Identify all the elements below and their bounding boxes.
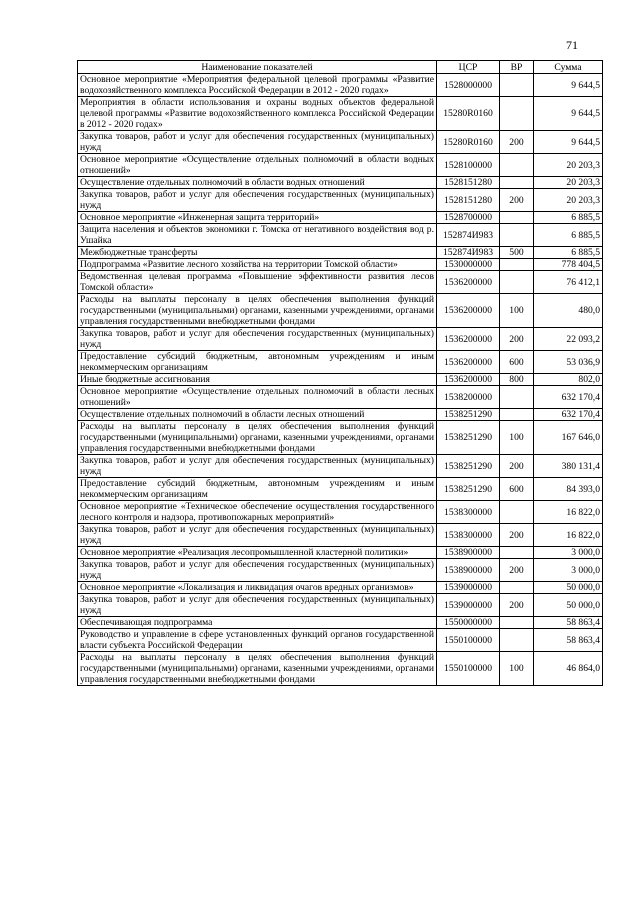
cell-sum: 778 404,5: [534, 259, 603, 271]
cell-vr: 200: [500, 131, 534, 154]
table-row: [78, 294, 603, 328]
cell-csr: 1538200000: [437, 386, 500, 409]
cell-sum: 50 000,0: [534, 582, 603, 594]
table-row: [78, 224, 603, 247]
cell-name: Основное мероприятие «Мероприятия федеральной целевой программы «Развитие водохозяйственного комплекса Российской Федерации в 2012 - 2020 годах»: [78, 74, 437, 97]
cell-vr: 200: [500, 189, 534, 212]
cell-csr: 15280R0160: [437, 97, 500, 131]
cell-vr: 600: [500, 478, 534, 501]
cell-vr: [500, 501, 534, 524]
cell-vr: [500, 547, 534, 559]
cell-name: Ведомственная целевая программа «Повышение эффективности развития лесов Томской области»: [78, 271, 437, 294]
cell-sum: 46 864,0: [534, 652, 603, 686]
table-row: [78, 582, 603, 594]
cell-sum: 167 646,0: [534, 421, 603, 455]
cell-name: Предоставление субсидий бюджетным, автономным учреждениям и иным некоммерческим организациям: [78, 351, 437, 374]
table-row: [78, 189, 603, 212]
header-sum: Сумма: [534, 61, 603, 74]
cell-vr: [500, 582, 534, 594]
cell-sum: 16 822,0: [534, 501, 603, 524]
cell-name: Закупка товаров, работ и услуг для обеспечения государственных (муниципальных) нужд: [78, 131, 437, 154]
table-row: [78, 97, 603, 131]
cell-csr: 1538251290: [437, 421, 500, 455]
cell-csr: 1536200000: [437, 351, 500, 374]
table-row: [78, 374, 603, 386]
table-row: [78, 617, 603, 629]
cell-vr: [500, 212, 534, 224]
cell-csr: 1528151280: [437, 177, 500, 189]
cell-sum: 3 000,0: [534, 559, 603, 582]
cell-name: Основное мероприятие «Осуществление отдельных полномочий в области лесных отношений»: [78, 386, 437, 409]
cell-csr: 1528151280: [437, 189, 500, 212]
cell-vr: 200: [500, 328, 534, 351]
cell-name: Закупка товаров, работ и услуг для обеспечения государственных (муниципальных) нужд: [78, 455, 437, 478]
cell-sum: 22 093,2: [534, 328, 603, 351]
cell-sum: 480,0: [534, 294, 603, 328]
cell-csr: 1528000000: [437, 74, 500, 97]
cell-vr: 500: [500, 247, 534, 259]
table-row: [78, 154, 603, 177]
cell-name: Расходы на выплаты персоналу в целях обеспечения выполнения функций государственными (муниципальными) органами, казенными учреждениями, органами управления государственными внебюджетными фондами: [78, 421, 437, 455]
cell-vr: [500, 271, 534, 294]
table-row: [78, 74, 603, 97]
cell-vr: 200: [500, 594, 534, 617]
cell-csr: 1530000000: [437, 259, 500, 271]
budget-table: [77, 60, 603, 686]
cell-name: Расходы на выплаты персоналу в целях обеспечения выполнения функций государственными (муниципальными) органами, казенными учреждениями, органами управления государственными внебюджетными фондами: [78, 294, 437, 328]
cell-vr: 600: [500, 351, 534, 374]
cell-name: Иные бюджетные ассигнования: [78, 374, 437, 386]
cell-name: Руководство и управление в сфере установленных функций органов государственной власти субъекта Российской Федерации: [78, 629, 437, 652]
cell-sum: 3 000,0: [534, 547, 603, 559]
cell-name: Закупка товаров, работ и услуг для обеспечения государственных (муниципальных) нужд: [78, 189, 437, 212]
table-row: [78, 212, 603, 224]
cell-vr: 100: [500, 294, 534, 328]
cell-vr: 100: [500, 421, 534, 455]
cell-sum: 20 203,3: [534, 177, 603, 189]
table-row: [78, 259, 603, 271]
cell-name: Основное мероприятие «Техническое обеспечение осуществления государственного лесного контроля и надзора, противопожарных мероприятий»: [78, 501, 437, 524]
cell-name: Основное мероприятие «Инженерная защита территорий»: [78, 212, 437, 224]
table-row: [78, 247, 603, 259]
cell-sum: 50 000,0: [534, 594, 603, 617]
cell-csr: 1539000000: [437, 594, 500, 617]
table-body: [78, 74, 603, 686]
cell-csr: 152874И983: [437, 224, 500, 247]
cell-csr: 15280R0160: [437, 131, 500, 154]
cell-vr: 200: [500, 455, 534, 478]
cell-name: Закупка товаров, работ и услуг для обеспечения государственных (муниципальных) нужд: [78, 559, 437, 582]
cell-name: Основное мероприятие «Реализация лесопромышленной кластерной политики»: [78, 547, 437, 559]
cell-vr: [500, 177, 534, 189]
table-row: [78, 351, 603, 374]
cell-sum: 53 036,9: [534, 351, 603, 374]
cell-vr: 800: [500, 374, 534, 386]
cell-sum: 16 822,0: [534, 524, 603, 547]
table-row: [78, 328, 603, 351]
cell-csr: 1550000000: [437, 617, 500, 629]
table-row: [78, 421, 603, 455]
cell-sum: 632 170,4: [534, 386, 603, 409]
cell-sum: 76 412,1: [534, 271, 603, 294]
cell-csr: 1538300000: [437, 524, 500, 547]
cell-csr: 152874И983: [437, 247, 500, 259]
cell-name: Защита населения и объектов экономики г. Томска от негативного воздействия вод р. Ушайка: [78, 224, 437, 247]
cell-name: Осуществление отдельных полномочий в области водных отношений: [78, 177, 437, 189]
table-header: [78, 61, 603, 74]
cell-vr: [500, 259, 534, 271]
cell-csr: 1528700000: [437, 212, 500, 224]
cell-vr: [500, 97, 534, 131]
cell-name: Закупка товаров, работ и услуг для обеспечения государственных (муниципальных) нужд: [78, 328, 437, 351]
cell-name: Основное мероприятие «Осуществление отдельных полномочий в области водных отношений»: [78, 154, 437, 177]
cell-vr: 200: [500, 524, 534, 547]
header-vr: ВР: [500, 61, 534, 74]
table-row: [78, 409, 603, 421]
cell-name: Предоставление субсидий бюджетным, автономным учреждениям и иным некоммерческим организациям: [78, 478, 437, 501]
cell-csr: 1538251290: [437, 409, 500, 421]
cell-vr: [500, 386, 534, 409]
cell-csr: 1536200000: [437, 271, 500, 294]
cell-csr: 1550100000: [437, 629, 500, 652]
table-row: [78, 652, 603, 686]
cell-csr: 1538251290: [437, 478, 500, 501]
cell-vr: [500, 154, 534, 177]
table-row: [78, 524, 603, 547]
cell-vr: [500, 224, 534, 247]
cell-name: Обеспечивающая подпрограмма: [78, 617, 437, 629]
cell-csr: 1528100000: [437, 154, 500, 177]
header-row: [78, 61, 603, 74]
cell-vr: 200: [500, 559, 534, 582]
cell-sum: 84 393,0: [534, 478, 603, 501]
table-row: [78, 455, 603, 478]
cell-name: Расходы на выплаты персоналу в целях обеспечения выполнения функций государственными (муниципальными) органами, казенными учреждениями, органами управления государственными внебюджетными фондами: [78, 652, 437, 686]
cell-sum: 20 203,3: [534, 154, 603, 177]
cell-sum: 6 885,5: [534, 224, 603, 247]
cell-sum: 9 644,5: [534, 74, 603, 97]
cell-sum: 9 644,5: [534, 131, 603, 154]
table-row: [78, 177, 603, 189]
cell-name: Закупка товаров, работ и услуг для обеспечения государственных (муниципальных) нужд: [78, 524, 437, 547]
cell-csr: 1538900000: [437, 559, 500, 582]
table-row: [78, 547, 603, 559]
cell-sum: 58 863,4: [534, 617, 603, 629]
cell-sum: 380 131,4: [534, 455, 603, 478]
table-row: [78, 478, 603, 501]
page-number: 71: [566, 38, 578, 52]
table-row: [78, 559, 603, 582]
cell-sum: 20 203,3: [534, 189, 603, 212]
table-row: [78, 594, 603, 617]
table-row: [78, 271, 603, 294]
cell-vr: [500, 617, 534, 629]
table-row: [78, 501, 603, 524]
cell-vr: [500, 74, 534, 97]
table-row: [78, 629, 603, 652]
cell-name: Мероприятия в области использования и охраны водных объектов федеральной целевой программы «Развитие водохозяйственного комплекса Российской Федерации в 2012 - 2020 годах»: [78, 97, 437, 131]
header-name: Наименование показателей: [78, 61, 437, 74]
cell-sum: 802,0: [534, 374, 603, 386]
cell-csr: 1539000000: [437, 582, 500, 594]
cell-name: Межбюджетные трансферты: [78, 247, 437, 259]
table-row: [78, 131, 603, 154]
cell-csr: 1536200000: [437, 328, 500, 351]
cell-name: Подпрограмма «Развитие лесного хозяйства на территории Томской области»: [78, 259, 437, 271]
cell-csr: 1538251290: [437, 455, 500, 478]
cell-csr: 1538900000: [437, 547, 500, 559]
cell-name: Закупка товаров, работ и услуг для обеспечения государственных (муниципальных) нужд: [78, 594, 437, 617]
table-row: [78, 386, 603, 409]
cell-sum: 6 885,5: [534, 247, 603, 259]
cell-sum: 58 863,4: [534, 629, 603, 652]
cell-sum: 9 644,5: [534, 97, 603, 131]
cell-csr: 1538300000: [437, 501, 500, 524]
cell-csr: 1536200000: [437, 374, 500, 386]
cell-name: Основное мероприятие «Локализация и ликвидация очагов вредных организмов»: [78, 582, 437, 594]
cell-csr: 1550100000: [437, 652, 500, 686]
cell-sum: 6 885,5: [534, 212, 603, 224]
header-csr: ЦСР: [437, 61, 500, 74]
cell-name: Осуществление отдельных полномочий в области лесных отношений: [78, 409, 437, 421]
cell-vr: [500, 409, 534, 421]
cell-vr: [500, 629, 534, 652]
cell-sum: 632 170,4: [534, 409, 603, 421]
cell-csr: 1536200000: [437, 294, 500, 328]
cell-vr: 100: [500, 652, 534, 686]
